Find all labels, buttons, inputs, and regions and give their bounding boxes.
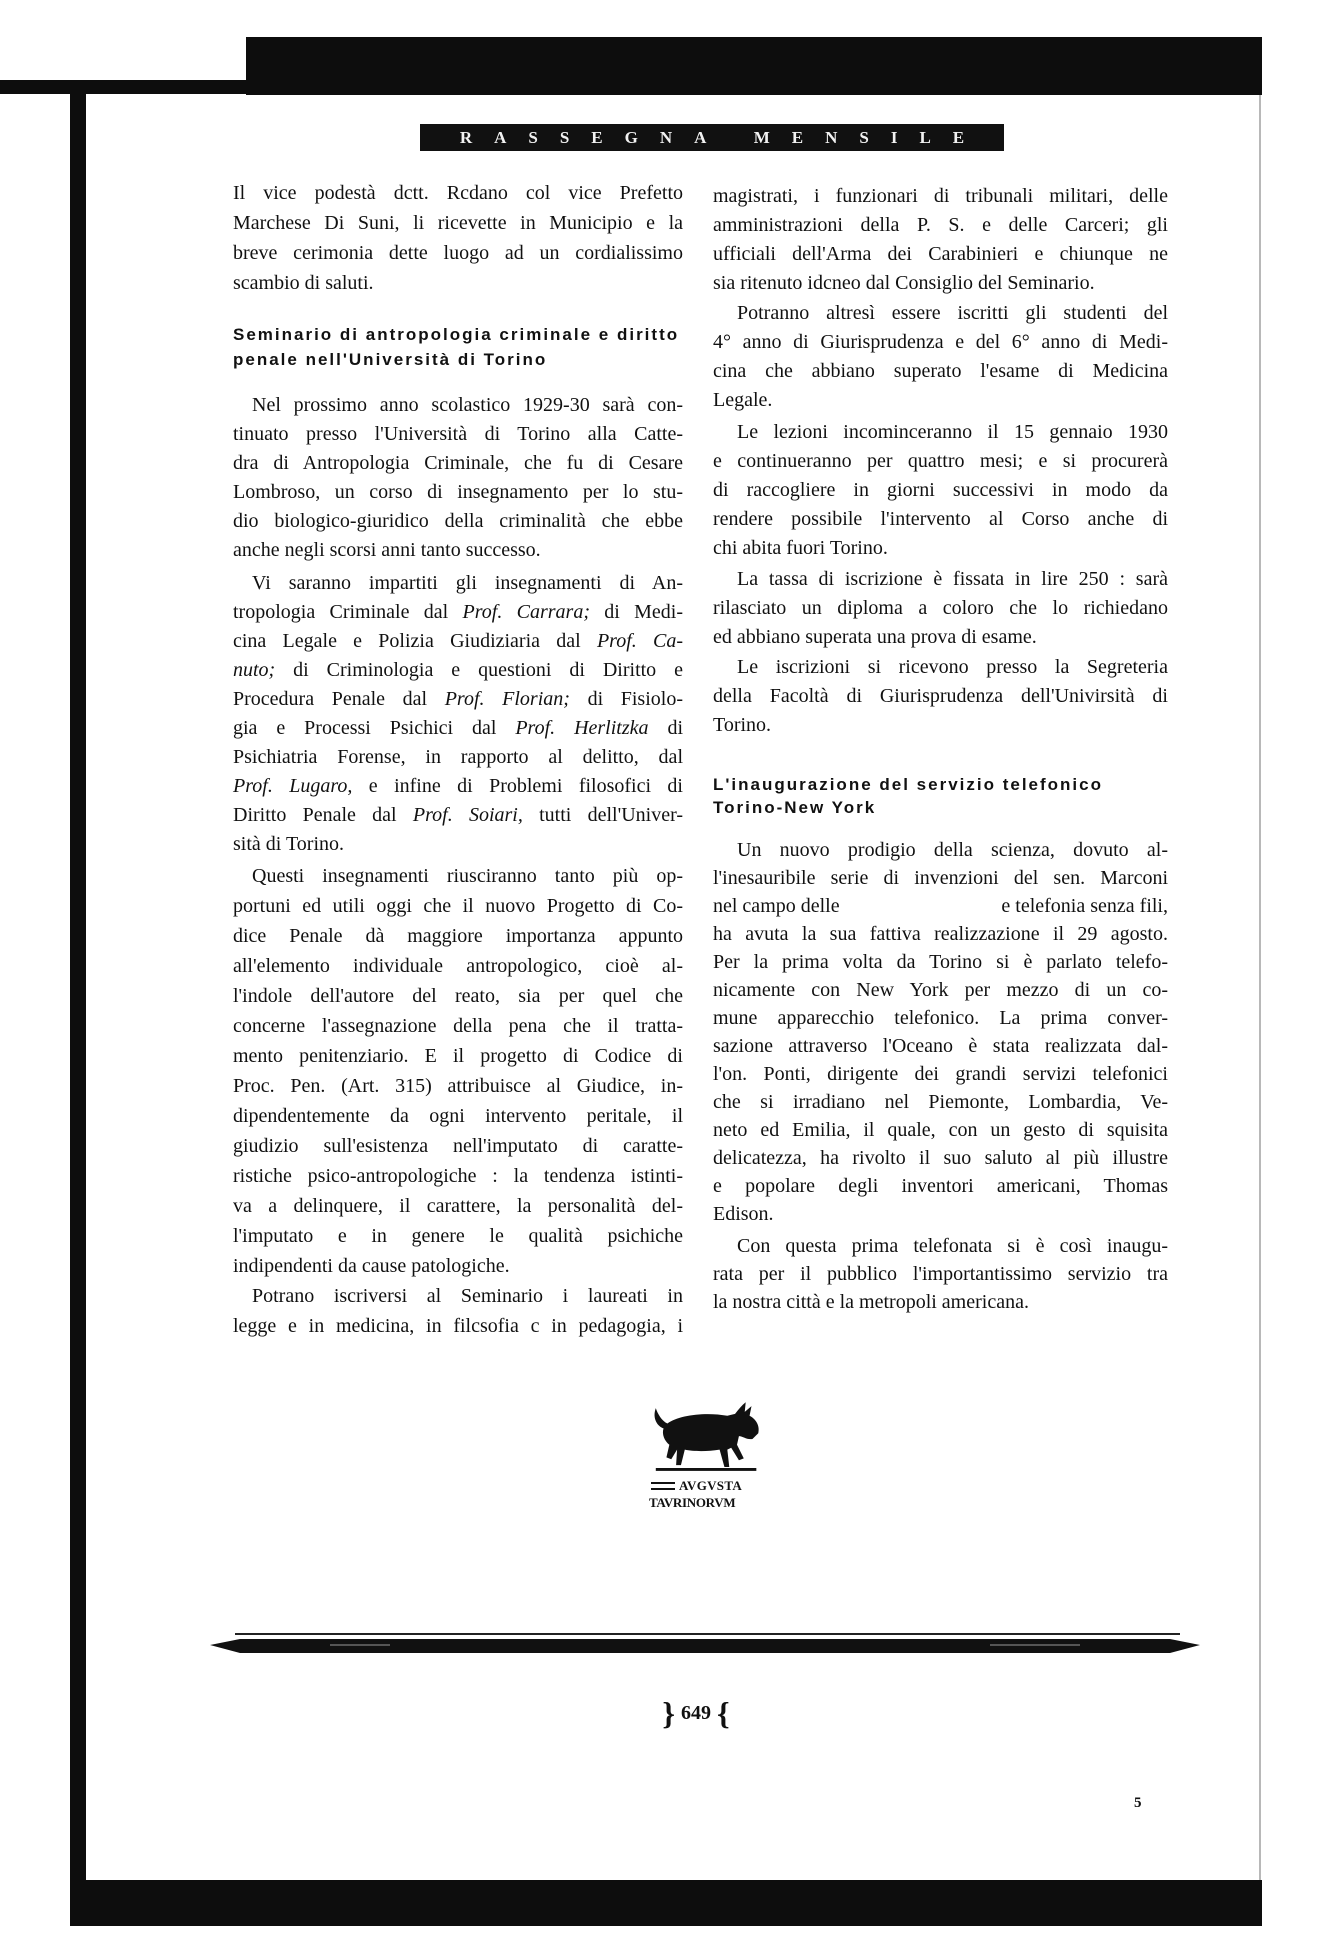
text-line: nicamente con New York per mezzo di un co- [713, 979, 1168, 1001]
text-line: Per la prima volta da Torino si è parlato telefo- [713, 951, 1168, 973]
text-line: Torino. [713, 714, 772, 736]
text-line: sia ritenuto idcneo dal Consiglio del Seminario. [713, 272, 1095, 294]
page-number [640, 1693, 752, 1733]
text-line [233, 627, 683, 656]
text-line: giudizio sull'esistenza nell'imputato di caratte- [233, 1135, 683, 1157]
paragraph [713, 182, 1168, 298]
text-line: Potrano iscriversi al Seminario i laureati in [252, 1285, 683, 1307]
masthead-title: RASSEGNA MENSILE [459, 127, 987, 147]
emblem-motto-top [651, 1478, 742, 1494]
text-line: l'indole dell'autore del reato, sia per quel che [233, 985, 683, 1007]
page-border-bottom [70, 1880, 1262, 1926]
professor-name: Prof. Herlitzka [515, 717, 649, 739]
text-line: indipendenti da cause patologiche. [233, 1255, 510, 1277]
text-line: che si irradiano nel Piemonte, Lombardia, Ve- [713, 1091, 1168, 1113]
line-fragment: tutti dell'Univer- [522, 804, 684, 826]
professor-name: Prof. Soiari, [412, 804, 523, 826]
line-fragment: nel campo delle [713, 895, 840, 917]
text-line [233, 685, 683, 714]
text-line: dice Penale dà maggiore importanza appunto [233, 925, 683, 947]
text-line: mento penitenziario. E il progetto di Codice di [233, 1045, 683, 1067]
text-line: neto ed Emilia, il quale, con un gesto di squisita [713, 1119, 1168, 1141]
text-line: Vi saranno impartiti gli insegnamenti di An- [252, 572, 683, 594]
professor-name: Prof. Lugaro, [233, 775, 353, 797]
text-line: Psichiatria Forense, in rapporto al delitto, dal [233, 746, 683, 768]
text-line: Con questa prima telefonata si è così inaugu- [737, 1235, 1168, 1257]
text-line: sazione attraverso l'Oceano è stata realizzata dal- [713, 1035, 1168, 1057]
text-line: della Facoltà di Giurisprudenza dell'Univirsità di [713, 685, 1168, 707]
emblem-motto-bottom: TAVRINORVM [649, 1495, 736, 1510]
paragraph [233, 1281, 683, 1341]
emblem-bar-icon [651, 1482, 675, 1490]
text-line: anche negli scorsi anni tanto successo. [233, 539, 541, 561]
text-line: amministrazioni della P. S. e delle Carceri; gli [713, 214, 1168, 236]
text-line: Proc. Pen. (Art. 315) attribuisce al Giudice, in- [233, 1075, 683, 1097]
text-line: Le lezioni incominceranno il 15 gennaio 1930 [737, 421, 1168, 443]
text-line: La tassa di iscrizione è fissata in lire 250 : sarà [737, 568, 1168, 590]
line-fragment: gia e Processi Psichici dal [233, 717, 516, 739]
paragraph [713, 299, 1168, 415]
text-line: Edison. [713, 1203, 774, 1225]
text-line [233, 714, 683, 743]
text-line: l'imputato e in genere le qualità psichiche [233, 1225, 683, 1247]
text-line: legge e in medicina, in filcsofia c in pedagogia, i [233, 1315, 683, 1337]
brace-ornament-right: { [717, 1695, 730, 1731]
line-fragment: di Medi- [589, 601, 684, 623]
page-border-left [70, 88, 86, 1926]
paragraph [233, 391, 683, 565]
text-line: l'on. Ponti, dirigente dei grandi servizi telefonici [713, 1063, 1168, 1085]
text-line: sità di Torino. [233, 833, 345, 855]
signature-mark: 5 [1134, 1795, 1142, 1811]
section-heading [713, 773, 1168, 819]
paragraph [713, 1232, 1168, 1316]
text-line: penale nell'Università di Torino [233, 350, 548, 369]
text-line: Il vice podestà dctt. Rcdano col vice Prefetto [233, 182, 683, 204]
ornamental-rule [210, 1628, 1200, 1662]
paragraph [713, 565, 1168, 652]
text-line: Seminario di antropologia criminale e diritto [233, 325, 680, 344]
line-fragment: Diritto Penale dal [233, 804, 413, 826]
text-line: Legale. [713, 389, 773, 411]
paragraph [233, 569, 683, 859]
text-line: L'inaugurazione del servizio telefonico [713, 775, 1103, 794]
text-line: cina che abbiano superato l'esame di Medicina [713, 360, 1168, 382]
line-fragment: e infine di Problemi filosofici di [352, 775, 683, 797]
text-line: chi abita fuori Torino. [713, 537, 888, 559]
text-line: di raccogliere in giorni successivi in modo da [713, 479, 1168, 501]
text-line: dipendentemente da ogni intervento peritale, il [233, 1105, 683, 1127]
text-line: all'elemento individuale antropologico, cioè al- [233, 955, 683, 977]
text-line: rata per il pubblico l'importantissimo servizio tra [713, 1263, 1168, 1285]
paragraph [233, 178, 683, 298]
text-line: ristiche psico-antropologiche : la tendenza istinti- [233, 1165, 683, 1187]
text-line: Lombroso, un corso di insegnamento per lo stu- [233, 481, 683, 503]
emblem-motto-top-text: AVGVSTA [679, 1478, 743, 1493]
text-line: tinuato presso l'Università di Torino alla Catte- [233, 423, 683, 445]
text-line: dio biologico-giuridico della criminalità che ebbe [233, 510, 683, 532]
text-line: rilasciato un diploma a coloro che lo richiedano [713, 597, 1168, 619]
page-border-top [246, 37, 1262, 95]
line-fragment: Procedura Penale dal [233, 688, 445, 710]
text-line: concerne l'assegnazione della pena che il tratta- [233, 1015, 683, 1037]
text-line: Questi insegnamenti riusciranno tanto più op- [252, 865, 683, 887]
text-line: 4° anno di Giurisprudenza e del 6° anno di Medi- [713, 331, 1168, 353]
text-line: ha avuta la sua fattiva realizzazione il 29 agosto. [713, 923, 1168, 945]
text-line [233, 656, 683, 685]
page-border-right [1259, 95, 1261, 1880]
text-line: breve cerimonia dette luogo ad un cordialissimo [233, 242, 683, 264]
text-line [713, 892, 1168, 920]
line-fragment: cina Legale e Polizia Giudiziaria dal [233, 630, 597, 652]
line-fragment: di Fisiolo- [569, 688, 683, 710]
text-line: scambio di saluti. [233, 272, 374, 294]
professor-name: nuto; [233, 659, 276, 681]
professor-name: Prof. Florian; [444, 688, 570, 710]
professor-name: Prof. Carrara; [462, 601, 590, 623]
line-fragment: di [648, 717, 683, 739]
text-line [233, 598, 683, 627]
text-line: Potranno altresì essere iscritti gli studenti del [737, 302, 1168, 324]
page-number-value: 649 [681, 1701, 711, 1724]
text-line: e continueranno per quattro mesi; e si procurerà [713, 450, 1168, 472]
professor-name: Prof. Ca- [596, 630, 683, 652]
text-line: dra di Antropologia Criminale, che fu di Cesare [233, 452, 683, 474]
paragraph [713, 418, 1168, 563]
text-line: la nostra città e la metropoli americana. [713, 1291, 1029, 1313]
text-line: Nel prossimo anno scolastico 1929-30 sarà con- [252, 394, 683, 416]
text-line: Marchese Di Suni, li ricevette in Municipio e la [233, 212, 683, 234]
text-line: portuni ed utili oggi che il nuovo Progetto di Co- [233, 895, 683, 917]
text-line [233, 772, 683, 801]
brace-ornament-left: } [662, 1695, 675, 1731]
text-line: magistrati, i funzionari di tribunali militari, delle [713, 185, 1168, 207]
text-line: rendere possibile l'intervento al Corso anche di [713, 508, 1168, 530]
text-line: delicatezza, ha rivolto il suo saluto al più illustre [713, 1147, 1168, 1169]
text-line: ufficiali dell'Arma dei Carabinieri e chiunque ne [713, 243, 1168, 265]
text-line: Torino-New York [713, 798, 877, 817]
text-line: va a delinquere, il carattere, la personalità del- [233, 1195, 683, 1217]
paragraph [233, 861, 683, 1281]
line-fragment: di Criminologia e questioni di Diritto e [275, 659, 683, 681]
text-line: Le iscrizioni si ricevono presso la Segreteria [737, 656, 1168, 678]
paragraph [713, 836, 1168, 1228]
line-fragment: e telefonia senza fili, [1001, 895, 1168, 917]
section-heading [233, 322, 683, 372]
text-line: e popolare degli inventori americani, Thomas [713, 1175, 1168, 1197]
bull-icon [650, 1400, 766, 1478]
text-line: l'inesauribile serie di invenzioni del sen. Marconi [713, 867, 1168, 889]
paragraph [713, 653, 1168, 740]
line-fragment: tropologia Criminale dal [233, 601, 463, 623]
emblem-logo [645, 1398, 780, 1518]
text-line: mune apparecchio telefonico. La prima conver- [713, 1007, 1168, 1029]
text-line [233, 801, 683, 830]
text-line: ed abbiano superata una prova di esame. [713, 626, 1037, 648]
page-border-top-left [0, 80, 262, 94]
masthead-bar [420, 124, 1004, 151]
text-line: Un nuovo prodigio della scienza, dovuto al- [737, 839, 1168, 861]
